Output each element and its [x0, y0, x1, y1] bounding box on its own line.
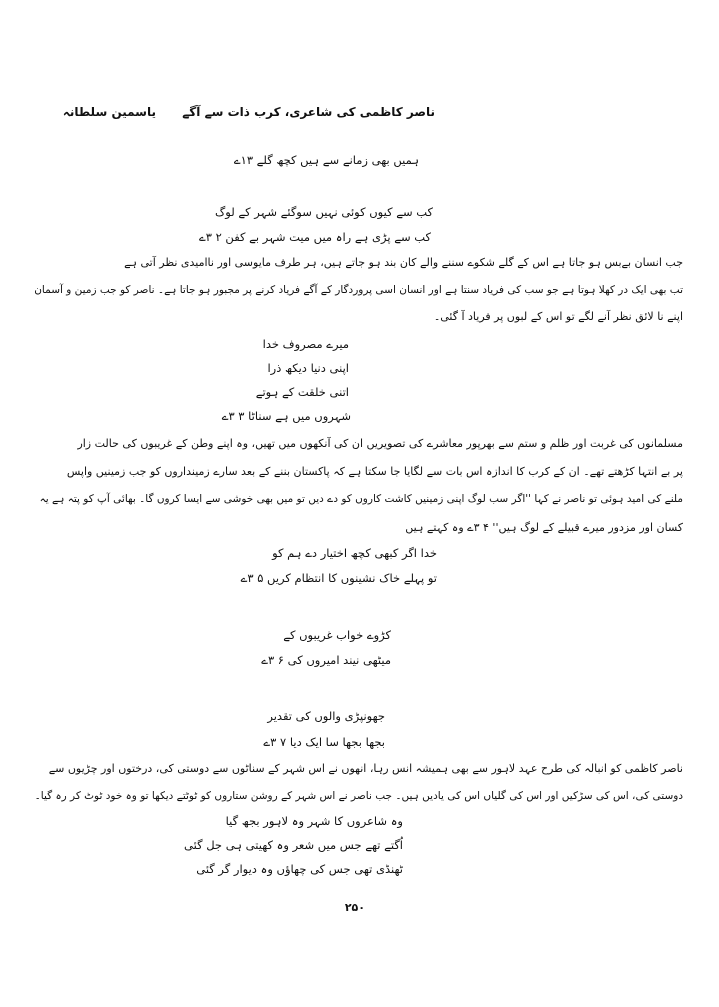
verse-line: اتنی خلقت کے ہوتے	[255, 385, 349, 399]
verse-line: کب سے پڑی ہے راہ میں میت شہر بے کفن ۲ ۳ے	[199, 230, 431, 244]
paragraph-line: دوستی کی، اس کی سڑکیں اور اس کی گلیاں اس کی یادیں ہیں۔ جب ناصر نے اس شہر کے روشن ستاروں کو ٹوٹتے دیکھا تو وہ خود ٹوٹ کر رہ گیا۔	[34, 790, 683, 802]
paragraph-line: مسلمانوں کی غربت اور ظلم و ستم سے بھرپور معاشرے کی تصویریں ان کی آنکھوں میں تھیں، وہ اپنے وطن کے غریبوں کی حالت زار	[77, 437, 683, 450]
verse-line: اپنی دنیا دیکھ ذرا	[267, 361, 349, 375]
verse-line: کڑوے خواب غریبوں کے	[283, 628, 391, 642]
verse-line: جھونپڑی والوں کی تقدیر	[267, 709, 385, 723]
header-author: یاسمین سلطانہ	[62, 105, 156, 119]
paragraph-line: ملنے کی امید ہوئی تو ناصر نے کہا ''اگر سب لوگ اپنی زمینیں کاشت کاروں کو دے دیں تو میں بھی خوشی سے ایسا کروں گا۔ بھائی آپ کو پتہ ہے یہ	[39, 493, 683, 505]
verse-line: ہمیں بھی زمانے سے ہیں کچھ گلے ۱۳ے	[233, 153, 419, 167]
paragraph-line: پر بے انتہا کڑھتے تھے۔ ان کے کرب کا اندازہ اس بات سے لگایا جا سکتا ہے کہ پاکستان بننے کے بعد سارے زمینداروں کو جب زمینیں واپس	[66, 465, 683, 478]
header-title: ناصر کاظمی کی شاعری، کرب ذات سے آگے	[182, 105, 435, 119]
verse-line: وہ شاعروں کا شہر وہ لاہور بجھ گیا	[225, 814, 403, 828]
verse-line: خدا اگر کبھی کچھ اختیار دے ہم کو	[272, 546, 437, 560]
verse-line: میرے مصروف خدا	[262, 337, 349, 351]
verse-line: کب سے کیوں کوئی نہیں سوگئے شہر کے لوگ	[214, 205, 433, 219]
paragraph-line: تب بھی ایک در کھلا ہوتا ہے جو سب کی فریاد سنتا ہے اور انسان اسی پروردگار کے آگے فریاد کرنے پر مجبور ہو جاتا ہے۔ ناصر کو جب زمین و آسمان	[34, 284, 683, 296]
verse-line: میٹھی نیند امیروں کی ۶ ۳ے	[261, 653, 391, 667]
paragraph-line: کسان اور مزدور میرے قبیلے کے لوگ ہیں'' ۴ ۳ے وہ کہتے ہیں	[405, 521, 683, 534]
verse-line: شہروں میں ہے سناٹا ۳ ۳ے	[221, 409, 351, 423]
page-number: ۲۵۰	[344, 901, 365, 914]
paragraph-line: اپنے نا لائق نظر آنے لگے تو اس کے لبوں پر فریاد آ گئی۔	[433, 310, 683, 323]
verse-line: ٹھنڈی تھی جس کی چھاؤں وہ دیوار گر گئی	[196, 862, 403, 876]
paragraph-line: جب انسان بےبس ہو جاتا ہے اس کے گلے شکوے سننے والے کان بند ہو جاتے ہیں، ہر طرف مایوسی اور ناامیدی نظر آتی ہے	[124, 256, 683, 269]
verse-line: بجھا بجھا سا ایک دیا ۷ ۳ے	[263, 735, 385, 749]
paragraph-line: ناصر کاظمی کو انبالہ کی طرح عہد لاہور سے بھی ہمیشہ انس رہا، انھوں نے اس شہر کے سناٹوں سے دوستی کی، درختوں اور چڑیوں سے	[48, 762, 683, 775]
verse-line: تو پہلے خاک نشینوں کا انتظام کریں ۵ ۳ے	[240, 571, 437, 585]
verse-line: اُگتے تھے جس میں شعر وہ کھیتی ہی جل گئی	[184, 838, 403, 852]
